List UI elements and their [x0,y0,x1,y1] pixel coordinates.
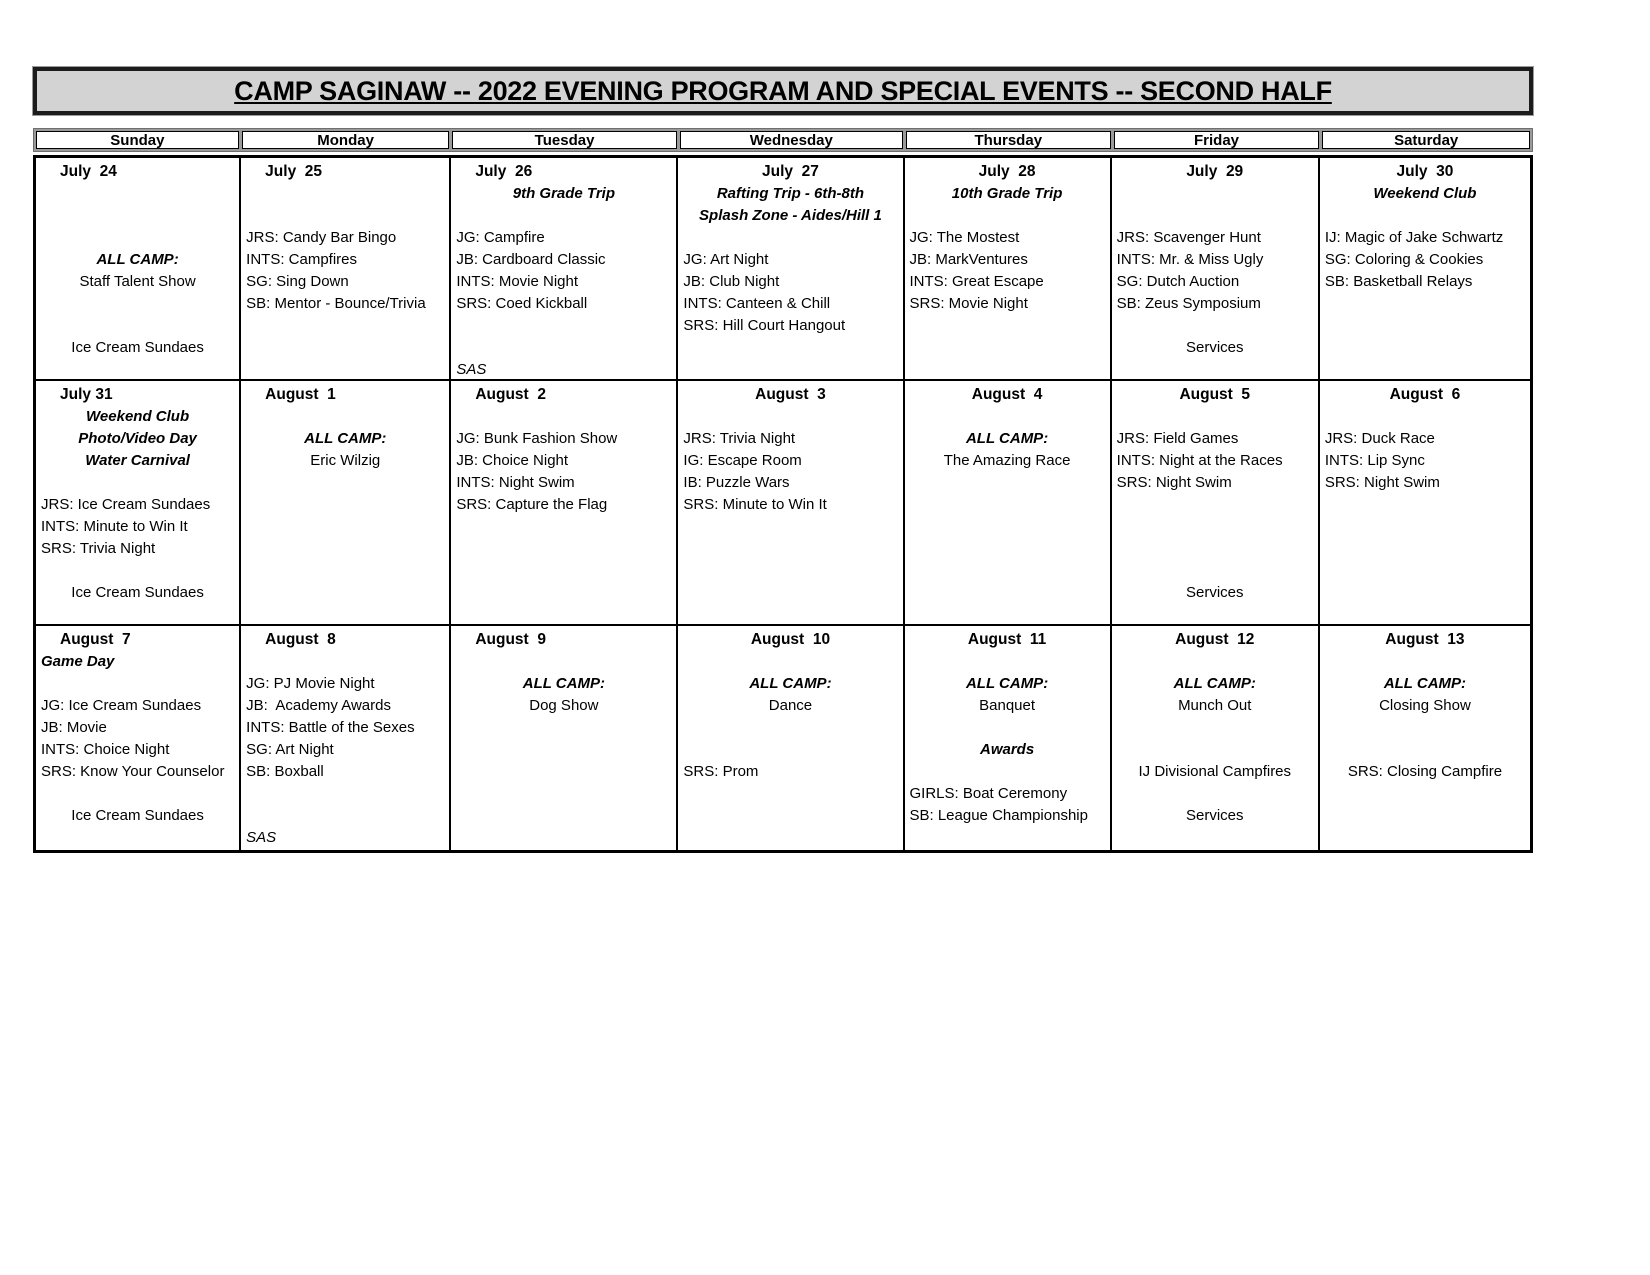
day-header-thursday: Thursday [906,131,1111,149]
calendar-cell-july-30 [1320,158,1530,381]
event-line: SB: Basketball Relays [1324,273,1473,290]
calendar-cell-august-7 [36,626,241,850]
event-line: Game Day [41,653,115,670]
event-line: JRS: Field Games [1116,430,1239,447]
calendar-cell-august-8 [241,626,451,850]
event-line: INTS: Night Swim [456,474,575,491]
event-line: 10th Grade Trip [951,185,1063,202]
blank-line [1112,183,1318,205]
page-title: CAMP SAGINAW -- 2022 EVENING PROGRAM AND SPECIAL EVENTS -- SECOND HALF [234,75,1332,106]
event-line: INTS: Mr. & Miss Ugly [1116,251,1264,268]
event-line: Weekend Club [86,408,190,425]
event-line: SG: Coloring & Cookies [1324,251,1484,268]
event-line: SRS: Minute to Win It [683,496,827,513]
blank-line [241,205,449,227]
calendar-cell-july-25 [241,158,451,381]
blank-line [36,205,239,227]
event-line: SAS [456,361,487,378]
event-line: INTS: Minute to Win It [41,518,188,535]
blank-line [36,472,239,494]
event-line: ALL CAMP: [522,675,605,692]
event-line: Eric Wilzig [310,452,381,469]
event-line: SRS: Trivia Night [41,540,156,557]
event-line: Ice Cream Sundaes [71,807,204,824]
event-line: 9th Grade Trip [512,185,615,202]
calendar-cell-august-4 [905,381,1112,626]
event-line: ALL CAMP: [304,430,387,447]
date-label: August 8 [265,631,336,648]
blank-line [1320,205,1530,227]
blank-line [905,651,1110,673]
event-line: JRS: Candy Bar Bingo [246,229,397,246]
event-line: SB: League Championship [909,807,1088,824]
blank-line [1320,739,1530,761]
day-header-wednesday: Wednesday [680,131,903,149]
date-label: August 6 [1389,386,1461,403]
event-line: JRS: Scavenger Hunt [1116,229,1261,246]
event-line: SB: Mentor - Bounce/Trivia [246,295,426,312]
event-line: Services [1185,339,1244,356]
date-label: July 27 [762,163,819,180]
title-banner [33,67,1533,115]
date-label: August 2 [475,386,546,403]
event-line: IJ: Magic of Jake Schwartz [1324,229,1504,246]
calendar-cell-august-13 [1320,626,1530,850]
event-line: Photo/Video Day [78,430,197,447]
event-line: ALL CAMP: [965,675,1049,692]
event-line: Weekend Club [1373,185,1477,202]
event-line: JRS: Ice Cream Sundaes [41,496,211,513]
blank-line [905,717,1110,739]
event-line: SB: Zeus Symposium [1116,295,1261,312]
date-label: July 24 [60,163,117,180]
blank-line [905,205,1110,227]
event-line: ALL CAMP: [96,251,179,268]
event-line: JRS: Trivia Night [683,430,796,447]
blank-line [1112,538,1318,560]
event-line: Services [1185,807,1244,824]
event-line: JB: Academy Awards [246,697,391,714]
calendar-cell-august-12 [1112,626,1320,850]
event-line: Ice Cream Sundaes [71,339,204,356]
event-line: IJ Divisional Campfires [1138,763,1292,780]
blank-line [36,315,239,337]
event-line: SAS [246,829,277,846]
day-header-friday: Friday [1114,131,1320,149]
event-line: INTS: Choice Night [41,741,170,758]
blank-line [451,651,676,673]
date-label: July 30 [1396,163,1454,180]
event-line: INTS: Campfires [246,251,358,268]
blank-line [678,717,902,739]
blank-line [905,761,1110,783]
event-line: JB: Cardboard Classic [456,251,606,268]
date-label: August 13 [1385,631,1465,648]
blank-line [678,739,902,761]
day-header-tuesday: Tuesday [452,131,676,149]
date-label: August 9 [475,631,546,648]
event-line: IG: Escape Room [683,452,802,469]
event-line: IB: Puzzle Wars [683,474,790,491]
blank-line [36,673,239,695]
calendar-cell-july-28 [905,158,1112,381]
event-line: JG: Art Night [683,251,769,268]
date-label: August 1 [265,386,336,403]
calendar-cell-august-6 [1320,381,1530,626]
event-line: INTS: Night at the Races [1116,452,1283,469]
calendar-cell-august-2 [451,381,678,626]
blank-line [1112,315,1318,337]
event-line: JG: Bunk Fashion Show [456,430,618,447]
blank-line [678,651,902,673]
event-line: INTS: Lip Sync [1324,452,1425,469]
event-line: JG: PJ Movie Night [246,675,375,692]
event-line: JB: Club Night [683,273,780,290]
event-line: Water Carnival [85,452,190,469]
event-line: SRS: Hill Court Hangout [683,317,846,334]
event-line: JG: Campfire [456,229,545,246]
event-line: JG: Ice Cream Sundaes [41,697,202,714]
event-line: INTS: Battle of the Sexes [246,719,415,736]
event-line: SRS: Movie Night [909,295,1028,312]
calendar-cell-august-9 [451,626,678,850]
event-line: JB: Choice Night [456,452,569,469]
event-line: INTS: Movie Night [456,273,579,290]
date-label: July 29 [1186,163,1244,180]
blank-line [1112,739,1318,761]
blank-line [1320,717,1530,739]
blank-line [1320,651,1530,673]
day-header-sunday: Sunday [36,131,239,149]
blank-line [451,205,676,227]
event-line: JB: MarkVentures [909,251,1028,268]
event-line: Ice Cream Sundaes [71,584,204,601]
blank-line [678,227,902,249]
event-line: Awards [979,741,1035,758]
event-line: ALL CAMP: [1173,675,1256,692]
calendar-cell-august-3 [678,381,904,626]
blank-line [36,783,239,805]
blank-line [1112,783,1318,805]
calendar-cell-august-1 [241,381,451,626]
event-line: Splash Zone - Aides/Hill 1 [699,207,882,224]
blank-line [1112,406,1318,428]
blank-line [905,406,1110,428]
blank-line [451,315,676,337]
event-line: Staff Talent Show [79,273,196,290]
event-line: JB: Movie [41,719,107,736]
blank-line [36,183,239,205]
blank-line [241,406,449,428]
blank-line [1112,516,1318,538]
blank-line [36,293,239,315]
date-label: August 7 [60,631,131,648]
event-line: Dog Show [529,697,599,714]
calendar-cell-august-11 [905,626,1112,850]
date-label: July 28 [978,163,1036,180]
date-label: August 10 [750,631,831,648]
date-label: August 12 [1175,631,1255,648]
event-line: Dance [768,697,813,714]
calendar-grid [33,155,1533,853]
blank-line [1320,406,1530,428]
date-label: August 4 [971,386,1043,403]
event-line: SRS: Coed Kickball [456,295,588,312]
calendar-cell-august-10 [678,626,904,850]
blank-line [241,651,449,673]
event-line: JG: The Mostest [909,229,1020,246]
blank-line [36,560,239,582]
blank-line [241,805,449,827]
event-line: INTS: Canteen & Chill [683,295,831,312]
blank-line [678,406,902,428]
date-label: August 3 [755,386,826,403]
blank-line [1112,494,1318,516]
calendar-cell-july-31 [36,381,241,626]
event-line: SRS: Know Your Counselor [41,763,225,780]
day-header-monday: Monday [242,131,450,149]
date-label: August 11 [967,631,1047,648]
event-line: SG: Dutch Auction [1116,273,1240,290]
blank-line [1112,560,1318,582]
blank-line [451,406,676,428]
event-line: SRS: Night Swim [1324,474,1440,491]
blank-line [241,183,449,205]
event-line: SB: Boxball [246,763,324,780]
calendar-cell-july-27 [678,158,904,381]
event-line: SG: Sing Down [246,273,349,290]
event-line: SRS: Closing Campfire [1347,763,1503,780]
event-line: Banquet [979,697,1036,714]
event-line: SG: Art Night [246,741,334,758]
event-line: Munch Out [1178,697,1252,714]
event-line: ALL CAMP: [965,430,1049,447]
date-label: August 5 [1179,386,1251,403]
blank-line [451,337,676,359]
event-line: INTS: Great Escape [909,273,1044,290]
calendar-cell-august-5 [1112,381,1320,626]
day-header-row [33,128,1533,152]
calendar-cell-july-24 [36,158,241,381]
date-label: July 31 [60,386,113,403]
event-line: The Amazing Race [943,452,1071,469]
event-line: GIRLS: Boat Ceremony [909,785,1068,802]
date-label: July 25 [265,163,323,180]
day-header-saturday: Saturday [1322,131,1530,149]
event-line: SRS: Prom [683,763,759,780]
blank-line [1112,717,1318,739]
event-line: SRS: Capture the Flag [456,496,608,513]
event-line: ALL CAMP: [1383,675,1467,692]
blank-line [36,227,239,249]
blank-line [1112,651,1318,673]
calendar-cell-july-29 [1112,158,1320,381]
date-label: July 26 [475,163,533,180]
event-line: JRS: Duck Race [1324,430,1435,447]
event-line: Services [1185,584,1244,601]
blank-line [241,783,449,805]
event-line: ALL CAMP: [749,675,832,692]
blank-line [1112,205,1318,227]
calendar-cell-july-26 [451,158,678,381]
event-line: SRS: Night Swim [1116,474,1232,491]
event-line: Closing Show [1379,697,1471,714]
event-line: Rafting Trip - 6th-8th [716,185,865,202]
